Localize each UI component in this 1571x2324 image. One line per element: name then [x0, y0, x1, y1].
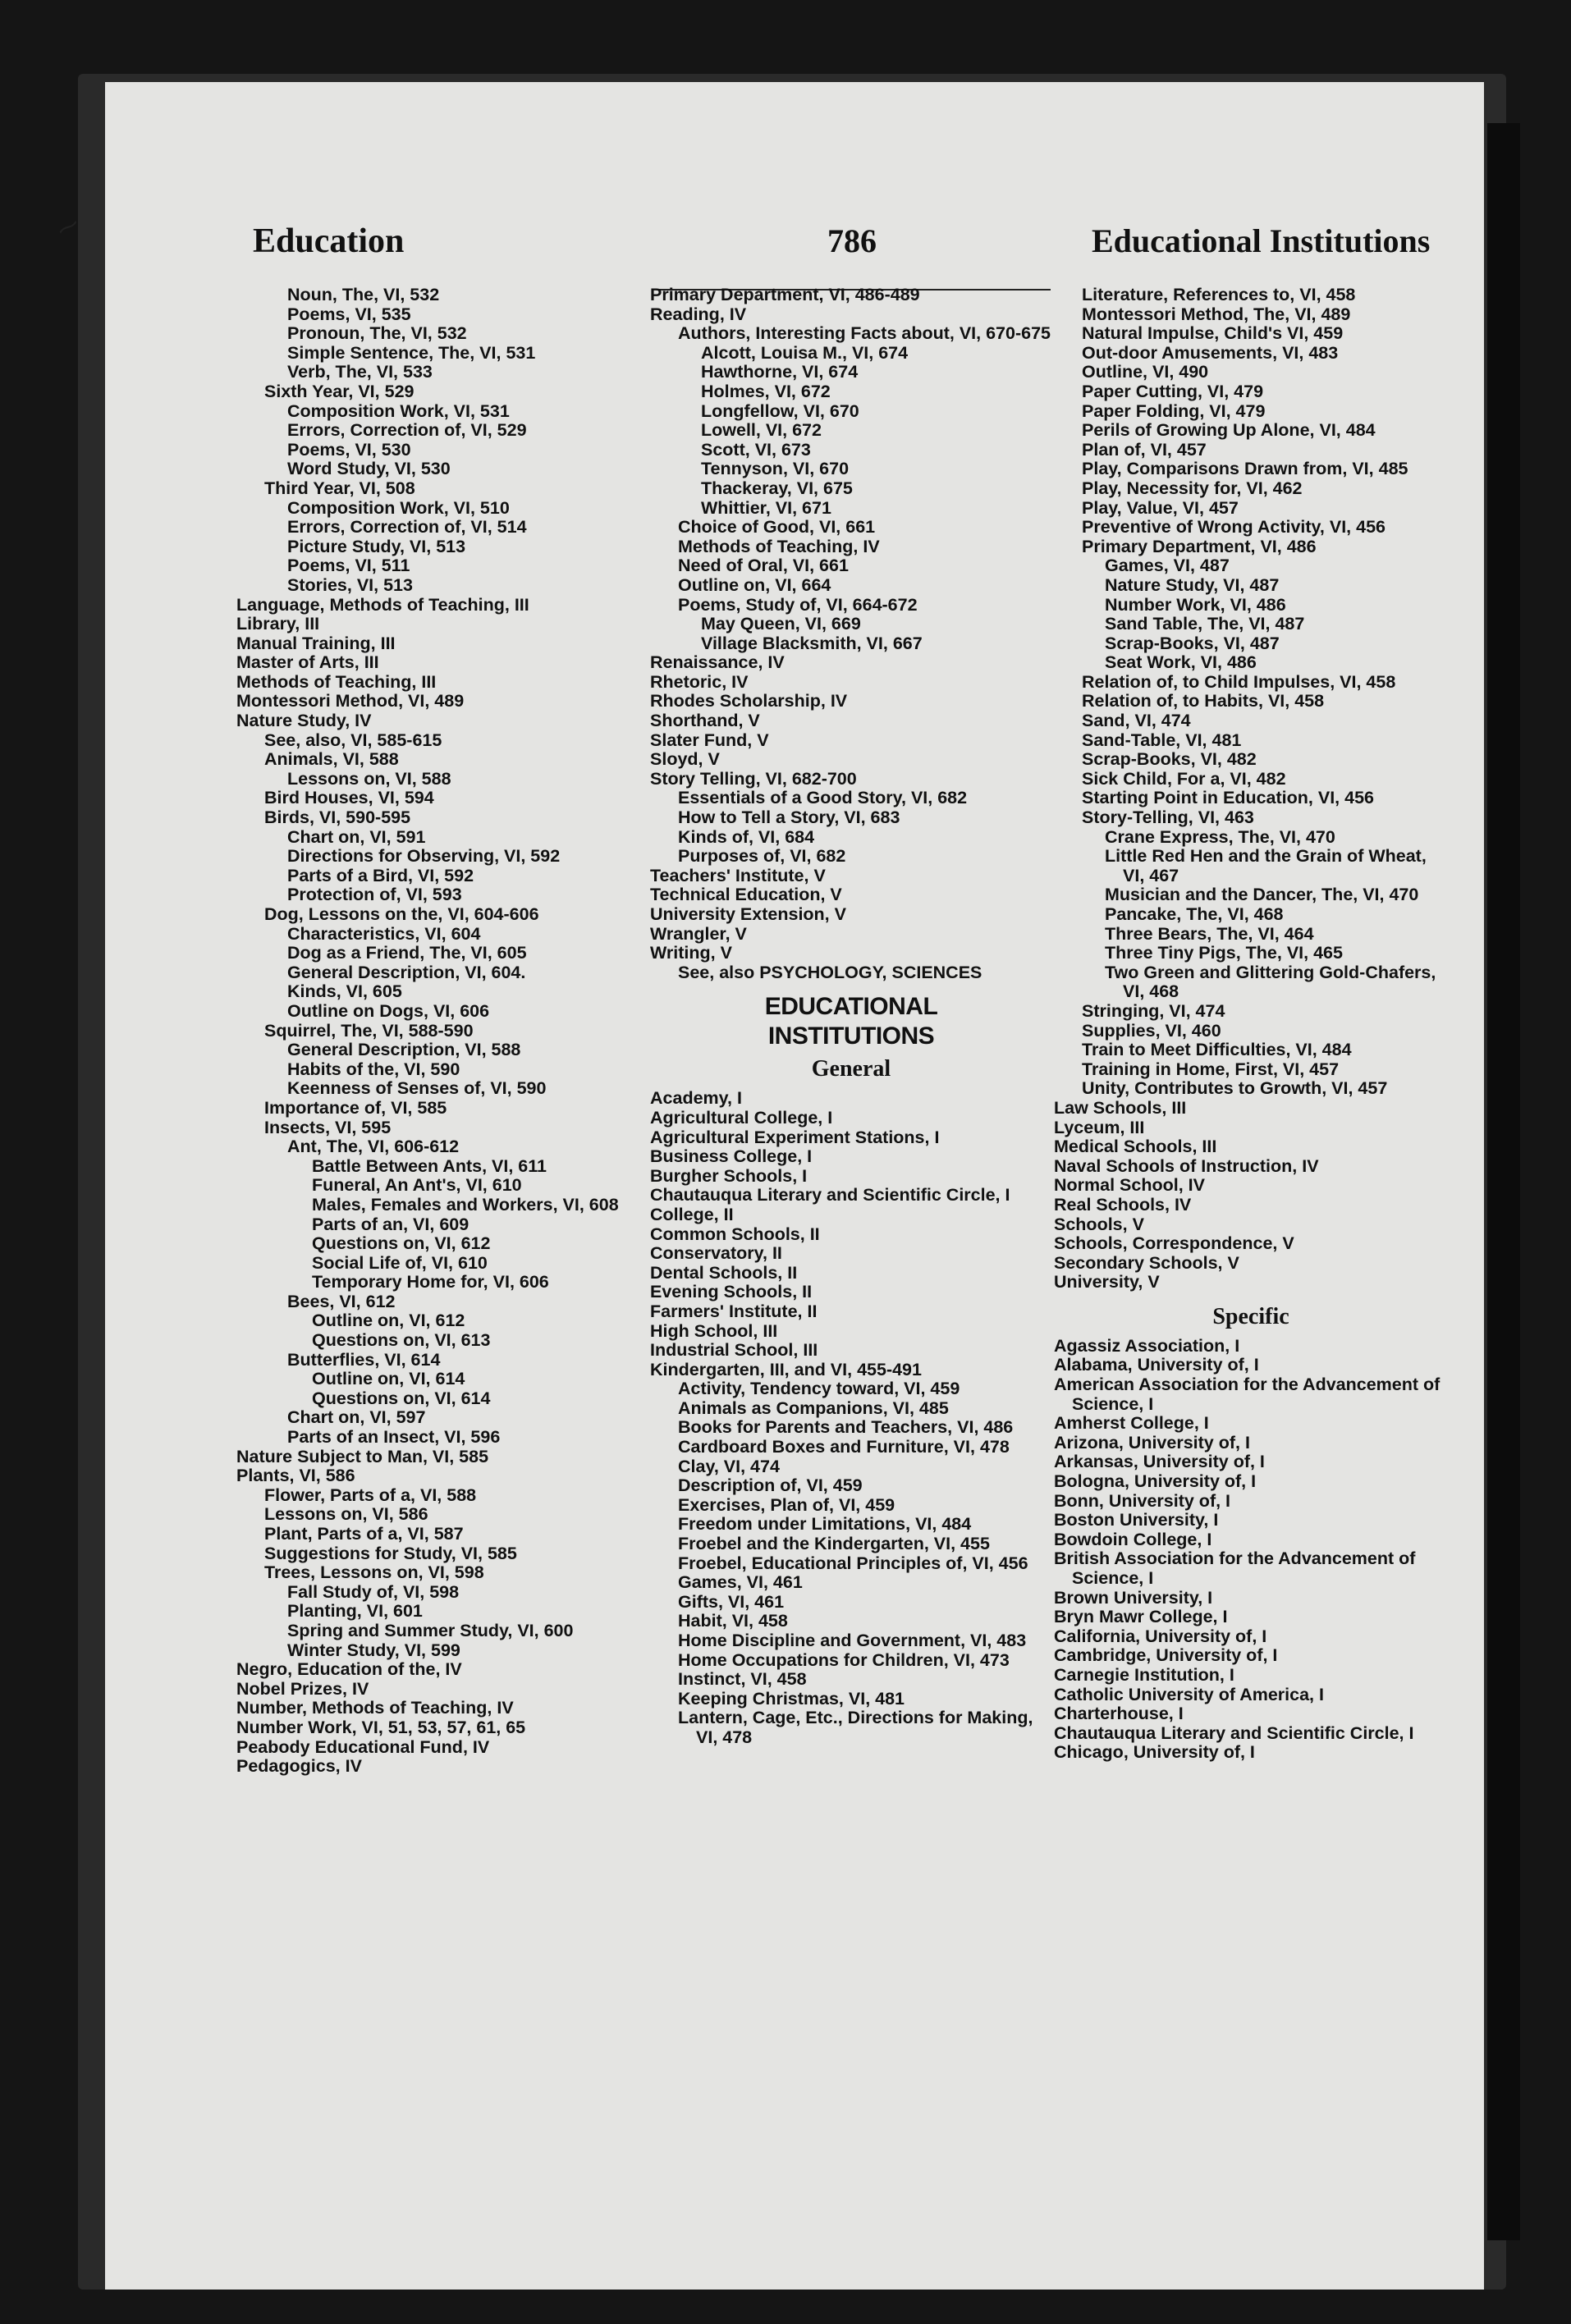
index-column-middle — [650, 286, 1052, 1748]
index-entry: Errors, Correction of, VI, 514 — [287, 517, 527, 538]
index-entry: Chautauqua Literary and Scientific Circle, I — [1054, 1722, 1414, 1743]
index-entry: Dog as a Friend, The, VI, 605 — [287, 943, 527, 963]
index-entry: Academy, I — [650, 1088, 742, 1109]
index-entry: Preventive of Wrong Activity, VI, 456 — [1082, 517, 1386, 538]
index-entry: Nature Study, IV — [236, 711, 372, 731]
index-entry: Out-door Amusements, VI, 483 — [1082, 342, 1339, 363]
index-entry: Poems, VI, 535 — [287, 304, 411, 324]
binding-edge — [1487, 123, 1520, 2240]
index-entry: Stories, VI, 513 — [287, 574, 413, 595]
index-entry: Third Year, VI, 508 — [264, 478, 415, 498]
index-list-education-continued — [650, 286, 1052, 982]
index-entry: Catholic University of America, I — [1054, 1684, 1324, 1704]
index-entry: Alcott, Louisa M., VI, 674 — [701, 342, 909, 363]
index-entry: Squirrel, The, VI, 588-590 — [264, 1020, 474, 1041]
section-heading — [650, 992, 1052, 1051]
index-column-left — [236, 286, 647, 1777]
index-entry: May Queen, VI, 669 — [701, 614, 861, 634]
index-entry: Bologna, University of, I — [1054, 1471, 1257, 1492]
index-entry: Little Red Hen and the Grain of Wheat, VI, 467 — [1105, 846, 1427, 885]
index-entry: Spring and Summer Study, VI, 600 — [287, 1620, 574, 1640]
index-entry: Hawthorne, VI, 674 — [701, 362, 859, 382]
index-entry: Technical Education, V — [650, 885, 842, 905]
index-entry: Chart on, VI, 591 — [287, 826, 426, 847]
index-entry: Simple Sentence, The, VI, 531 — [287, 342, 536, 363]
index-entry: Outline on, VI, 664 — [678, 574, 831, 595]
index-entry: Business College, I — [650, 1146, 813, 1167]
index-entry: Parts of a Bird, VI, 592 — [287, 865, 474, 885]
index-entry: Exercises, Plan of, VI, 459 — [678, 1494, 895, 1515]
index-entry: Lessons on, VI, 588 — [287, 768, 451, 789]
index-entry: Winter Study, VI, 599 — [287, 1640, 460, 1660]
index-entry: Plant, Parts of a, VI, 587 — [264, 1524, 464, 1544]
index-entry: Froebel, Educational Principles of, VI, 456 — [678, 1553, 1028, 1573]
index-entry: Writing, V — [650, 943, 732, 963]
index-entry: Habit, VI, 458 — [678, 1611, 788, 1631]
index-entry: Kinds of, VI, 684 — [678, 826, 815, 847]
index-entry: Three Bears, The, VI, 464 — [1105, 923, 1314, 944]
index-entry: Brown University, I — [1054, 1587, 1213, 1608]
index-entry: Parts of an, VI, 609 — [312, 1214, 469, 1234]
index-entry: University, V — [1054, 1272, 1160, 1292]
index-entry: Normal School, IV — [1054, 1175, 1205, 1196]
index-entry: Trees, Lessons on, VI, 598 — [264, 1562, 484, 1583]
index-column-right — [1054, 286, 1448, 1763]
index-entry: Funeral, An Ant's, VI, 610 — [312, 1175, 522, 1196]
index-entry: Shorthand, V — [650, 711, 760, 731]
index-entry: Whittier, VI, 671 — [701, 497, 831, 518]
index-entry: Thackeray, VI, 675 — [701, 478, 853, 498]
index-entry: Play, Necessity for, VI, 462 — [1082, 478, 1303, 498]
index-entry: Pancake, The, VI, 468 — [1105, 904, 1284, 924]
index-entry: Authors, Interesting Facts about, VI, 670-675 — [678, 323, 1051, 344]
index-entry: Stringing, VI, 474 — [1082, 1000, 1225, 1021]
index-entry: Wrangler, V — [650, 923, 747, 944]
index-entry: Sand, VI, 474 — [1082, 711, 1191, 731]
index-entry: Reading, IV — [650, 304, 747, 324]
index-entry: Paper Cutting, VI, 479 — [1082, 381, 1264, 401]
index-entry: Nature Study, VI, 487 — [1105, 574, 1280, 595]
index-entry: See, also, VI, 585-615 — [264, 730, 442, 750]
index-entry: Scrap-Books, VI, 487 — [1105, 633, 1280, 653]
index-entry: Relation of, to Habits, VI, 458 — [1082, 691, 1325, 711]
running-head-right: Educational Institutions — [1092, 222, 1431, 259]
index-entry: Arizona, University of, I — [1054, 1432, 1250, 1452]
index-entry: Primary Department, VI, 486-489 — [650, 285, 920, 304]
index-entry: Home Discipline and Government, VI, 483 — [678, 1631, 1027, 1650]
index-entry: Three Tiny Pigs, The, VI, 465 — [1105, 943, 1343, 963]
scan-speck: ⁓ — [53, 211, 84, 244]
index-entry: Number, Methods of Teaching, IV — [236, 1698, 514, 1718]
index-entry: Habits of the, VI, 590 — [287, 1059, 460, 1079]
index-entry: Instinct, VI, 458 — [678, 1669, 807, 1690]
index-entry: Rhodes Scholarship, IV — [650, 691, 848, 711]
index-entry: Animals as Companions, VI, 485 — [678, 1398, 949, 1418]
index-entry: Essentials of a Good Story, VI, 682 — [678, 788, 968, 808]
index-entry: Purposes of, VI, 682 — [678, 846, 846, 867]
index-entry: Primary Department, VI, 486 — [1082, 536, 1317, 556]
index-entry: High School, III — [650, 1320, 778, 1341]
index-entry: Rhetoric, IV — [650, 671, 749, 692]
index-entry: Composition Work, VI, 510 — [287, 497, 510, 518]
index-entry: Questions on, VI, 612 — [312, 1233, 491, 1254]
index-entry: Alabama, University of, I — [1054, 1355, 1259, 1375]
index-entry: Natural Impulse, Child's VI, 459 — [1082, 323, 1344, 344]
index-entry: Description of, VI, 459 — [678, 1475, 863, 1496]
index-entry: Sand Table, The, VI, 487 — [1105, 614, 1305, 634]
index-entry: Keeping Christmas, VI, 481 — [678, 1688, 905, 1709]
index-entry: Montessori Method, VI, 489 — [236, 691, 465, 711]
index-entry: Agassiz Association, I — [1054, 1335, 1240, 1356]
index-entry: Schools, Correspondence, V — [1054, 1233, 1294, 1254]
index-entry: Poems, Study of, VI, 664-672 — [678, 594, 918, 615]
index-entry: Plan of, VI, 457 — [1082, 439, 1207, 460]
index-entry: Unity, Contributes to Growth, VI, 457 — [1082, 1078, 1388, 1099]
index-entry: Language, Methods of Teaching, III — [236, 594, 529, 615]
index-entry: Need of Oral, VI, 661 — [678, 556, 849, 576]
index-entry: Bird Houses, VI, 594 — [264, 788, 434, 808]
index-list-specific — [1054, 1337, 1448, 1763]
index-entry: Suggestions for Study, VI, 585 — [264, 1543, 517, 1563]
index-entry: Slater Fund, V — [650, 730, 769, 750]
index-entry: Composition Work, VI, 531 — [287, 400, 510, 421]
index-entry: Two Green and Glittering Gold-Chafers, VI, 468 — [1105, 962, 1436, 1002]
index-entry: Home Occupations for Children, VI, 473 — [678, 1649, 1010, 1670]
index-entry: Paper Folding, VI, 479 — [1082, 400, 1266, 421]
index-entry: Longfellow, VI, 670 — [701, 400, 859, 421]
index-entry: Nobel Prizes, IV — [236, 1678, 369, 1699]
index-entry: Literature, References to, VI, 458 — [1082, 285, 1356, 304]
index-entry: Games, VI, 487 — [1105, 556, 1230, 576]
index-entry: Supplies, VI, 460 — [1082, 1020, 1221, 1041]
index-entry: Outline, VI, 490 — [1082, 362, 1209, 382]
index-entry: Montessori Method, The, VI, 489 — [1082, 304, 1351, 324]
index-entry: Animals, VI, 588 — [264, 749, 399, 770]
index-entry: Insects, VI, 595 — [264, 1117, 392, 1137]
index-entry: Characteristics, VI, 604 — [287, 923, 481, 944]
index-entry: Sixth Year, VI, 529 — [264, 381, 415, 401]
index-entry: Starting Point in Education, VI, 456 — [1082, 788, 1374, 808]
index-entry: Outline on, VI, 612 — [312, 1311, 465, 1331]
index-entry: Methods of Teaching, III — [236, 671, 437, 692]
index-entry: University Extension, V — [650, 904, 846, 924]
index-entry: Butterflies, VI, 614 — [287, 1349, 441, 1370]
index-entry: California, University of, I — [1054, 1626, 1267, 1646]
index-entry: Lessons on, VI, 586 — [264, 1504, 428, 1525]
index-entry: Teachers' Institute, V — [650, 865, 826, 885]
index-entry: Outline on Dogs, VI, 606 — [287, 1000, 490, 1021]
index-entry: Library, III — [236, 614, 320, 634]
index-list-general — [650, 1089, 1052, 1747]
index-entry: Nature Subject to Man, VI, 585 — [236, 1446, 489, 1466]
index-entry: Real Schools, IV — [1054, 1194, 1192, 1215]
index-entry: Parts of an Insect, VI, 596 — [287, 1427, 501, 1448]
subsection-heading-general: General — [811, 1056, 891, 1082]
index-entry: Questions on, VI, 614 — [312, 1388, 491, 1408]
index-entry: British Association for the Advancement of Science, I — [1054, 1549, 1416, 1588]
index-entry: Renaissance, IV — [650, 652, 785, 673]
index-entry: Boston University, I — [1054, 1510, 1219, 1530]
index-entry: Bowdoin College, I — [1054, 1529, 1212, 1549]
section-heading-line2: INSTITUTIONS — [767, 1022, 935, 1050]
index-entry: Questions on, VI, 613 — [312, 1330, 491, 1351]
index-entry: Holmes, VI, 672 — [701, 381, 831, 401]
page-number: 786 — [827, 222, 877, 259]
index-entry: Errors, Correction of, VI, 529 — [287, 420, 527, 441]
index-entry: Negro, Education of the, IV — [236, 1659, 462, 1680]
index-entry: Protection of, VI, 593 — [287, 885, 462, 905]
index-entry: Number Work, VI, 486 — [1105, 594, 1286, 615]
index-entry: Play, Value, VI, 457 — [1082, 497, 1239, 518]
index-entry: Directions for Observing, VI, 592 — [287, 846, 561, 867]
index-entry: Methods of Teaching, IV — [678, 536, 880, 556]
index-entry: Lantern, Cage, Etc., Directions for Making, VI, 478 — [678, 1708, 1033, 1747]
index-entry: Perils of Growing Up Alone, VI, 484 — [1082, 420, 1376, 441]
index-entry: Master of Arts, III — [236, 652, 379, 673]
index-entry: Cambridge, University of, I — [1054, 1645, 1278, 1666]
index-entry: Train to Meet Difficulties, VI, 484 — [1082, 1040, 1352, 1060]
index-entry: Social Life of, VI, 610 — [312, 1252, 488, 1273]
index-entry: Training in Home, First, VI, 457 — [1082, 1059, 1340, 1079]
index-entry: Dental Schools, II — [650, 1262, 798, 1283]
index-entry: Lowell, VI, 672 — [701, 420, 822, 441]
index-entry: Bryn Mawr College, I — [1054, 1607, 1228, 1627]
index-entry: Relation of, to Child Impulses, VI, 458 — [1082, 671, 1396, 692]
index-entry: Agricultural College, I — [650, 1107, 833, 1128]
index-entry: Farmers' Institute, II — [650, 1301, 818, 1321]
index-entry: General Description, VI, 604. — [287, 962, 526, 982]
index-entry: Crane Express, The, VI, 470 — [1105, 826, 1335, 847]
index-entry: Cardboard Boxes and Furniture, VI, 478 — [678, 1437, 1010, 1457]
index-entry: Keenness of Senses of, VI, 590 — [287, 1078, 547, 1099]
index-entry: American Association for the Advancement of Science, I — [1054, 1375, 1440, 1414]
index-entry: Gifts, VI, 461 — [678, 1591, 785, 1612]
index-entry: Plants, VI, 586 — [236, 1466, 355, 1486]
index-entry: Battle Between Ants, VI, 611 — [312, 1155, 547, 1176]
index-entry: Chart on, VI, 597 — [287, 1407, 426, 1428]
index-entry: Ant, The, VI, 606-612 — [287, 1137, 460, 1157]
index-entry: Flower, Parts of a, VI, 588 — [264, 1485, 477, 1505]
index-entry: Pedagogics, IV — [236, 1756, 362, 1777]
index-entry: Clay, VI, 474 — [678, 1456, 780, 1476]
index-entry: Kindergarten, III, and VI, 455-491 — [650, 1359, 922, 1379]
index-entry: Fall Study of, VI, 598 — [287, 1581, 460, 1602]
index-entry: General Description, VI, 588 — [287, 1040, 521, 1060]
index-entry: Temporary Home for, VI, 606 — [312, 1272, 549, 1292]
index-entry: Poems, VI, 530 — [287, 439, 411, 460]
index-entry: Froebel and the Kindergarten, VI, 455 — [678, 1534, 990, 1554]
index-entry: Common Schools, II — [650, 1224, 820, 1244]
index-entry: Pronoun, The, VI, 532 — [287, 323, 467, 344]
index-entry: Burgher Schools, I — [650, 1165, 808, 1186]
index-entry: Village Blacksmith, VI, 667 — [701, 633, 923, 653]
index-entry: Carnegie Institution, I — [1054, 1664, 1234, 1685]
index-entry: Seat Work, VI, 486 — [1105, 652, 1257, 673]
index-entry: Industrial School, III — [650, 1340, 818, 1361]
index-entry: Sloyd, V — [650, 749, 720, 770]
index-entry: Chicago, University of, I — [1054, 1742, 1255, 1763]
index-entry: Tennyson, VI, 670 — [701, 459, 850, 479]
index-entry: Schools, V — [1054, 1214, 1144, 1234]
index-entry: Musician and the Dancer, The, VI, 470 — [1105, 885, 1419, 905]
index-entry: See, also PSYCHOLOGY, SCIENCES — [678, 962, 982, 982]
index-entry: Sick Child, For a, VI, 482 — [1082, 768, 1286, 789]
index-entry: How to Tell a Story, VI, 683 — [678, 807, 900, 828]
index-entry: Amherst College, I — [1054, 1413, 1209, 1434]
index-entry: Secondary Schools, V — [1054, 1252, 1239, 1273]
index-entry: Kinds, VI, 605 — [287, 981, 402, 1002]
index-entry: Noun, The, VI, 532 — [287, 285, 440, 304]
index-entry: Picture Study, VI, 513 — [287, 536, 466, 556]
index-entry: Sand-Table, VI, 481 — [1082, 730, 1242, 750]
index-entry: Verb, The, VI, 533 — [287, 362, 433, 382]
index-entry: Arkansas, University of, I — [1054, 1452, 1265, 1472]
index-list-kindergarten-continued — [1054, 286, 1448, 1292]
index-entry: Peabody Educational Fund, IV — [236, 1736, 490, 1757]
index-entry: Story Telling, VI, 682-700 — [650, 768, 857, 789]
index-entry: Outline on, VI, 614 — [312, 1369, 465, 1389]
index-entry: College, II — [650, 1204, 734, 1224]
index-entry: Medical Schools, III — [1054, 1137, 1217, 1157]
index-entry: Lyceum, III — [1054, 1117, 1145, 1137]
index-entry: Scrap-Books, VI, 482 — [1082, 749, 1257, 770]
index-entry: Scott, VI, 673 — [701, 439, 811, 460]
index-entry: Chautauqua Literary and Scientific Circle, I — [650, 1185, 1010, 1205]
index-entry: Play, Comparisons Drawn from, VI, 485 — [1082, 459, 1408, 479]
index-entry: Birds, VI, 590-595 — [264, 807, 411, 828]
index-entry: Dog, Lessons on the, VI, 604-606 — [264, 904, 539, 924]
index-entry: Manual Training, III — [236, 633, 396, 653]
index-entry: Evening Schools, II — [650, 1282, 813, 1302]
index-entry: Agricultural Experiment Stations, I — [650, 1127, 940, 1147]
index-entry: Games, VI, 461 — [678, 1572, 803, 1593]
index-entry: Activity, Tendency toward, VI, 459 — [678, 1379, 960, 1399]
index-entry: Books for Parents and Teachers, VI, 486 — [678, 1417, 1014, 1438]
index-entry: Charterhouse, I — [1054, 1704, 1184, 1724]
index-entry: Poems, VI, 511 — [287, 556, 410, 576]
index-entry: Naval Schools of Instruction, IV — [1054, 1155, 1319, 1176]
index-entry: Importance of, VI, 585 — [264, 1097, 447, 1118]
index-entry: Choice of Good, VI, 661 — [678, 517, 876, 538]
index-entry: Males, Females and Workers, VI, 608 — [312, 1194, 619, 1215]
index-entry: Story-Telling, VI, 463 — [1082, 807, 1254, 828]
subsection-heading-specific: Specific — [1212, 1303, 1289, 1329]
index-entry: Word Study, VI, 530 — [287, 459, 451, 479]
index-entry: Number Work, VI, 51, 53, 57, 61, 65 — [236, 1717, 526, 1737]
index-entry: Planting, VI, 601 — [287, 1601, 423, 1622]
index-entry: Conservatory, II — [650, 1243, 782, 1264]
index-entry: Bees, VI, 612 — [287, 1291, 396, 1311]
index-entry: Freedom under Limitations, VI, 484 — [678, 1514, 972, 1535]
index-entry: Bonn, University of, I — [1054, 1490, 1231, 1511]
section-heading-line1: EDUCATIONAL — [764, 993, 938, 1021]
running-head-left: Education — [253, 222, 405, 260]
index-entry: Law Schools, III — [1054, 1097, 1187, 1118]
